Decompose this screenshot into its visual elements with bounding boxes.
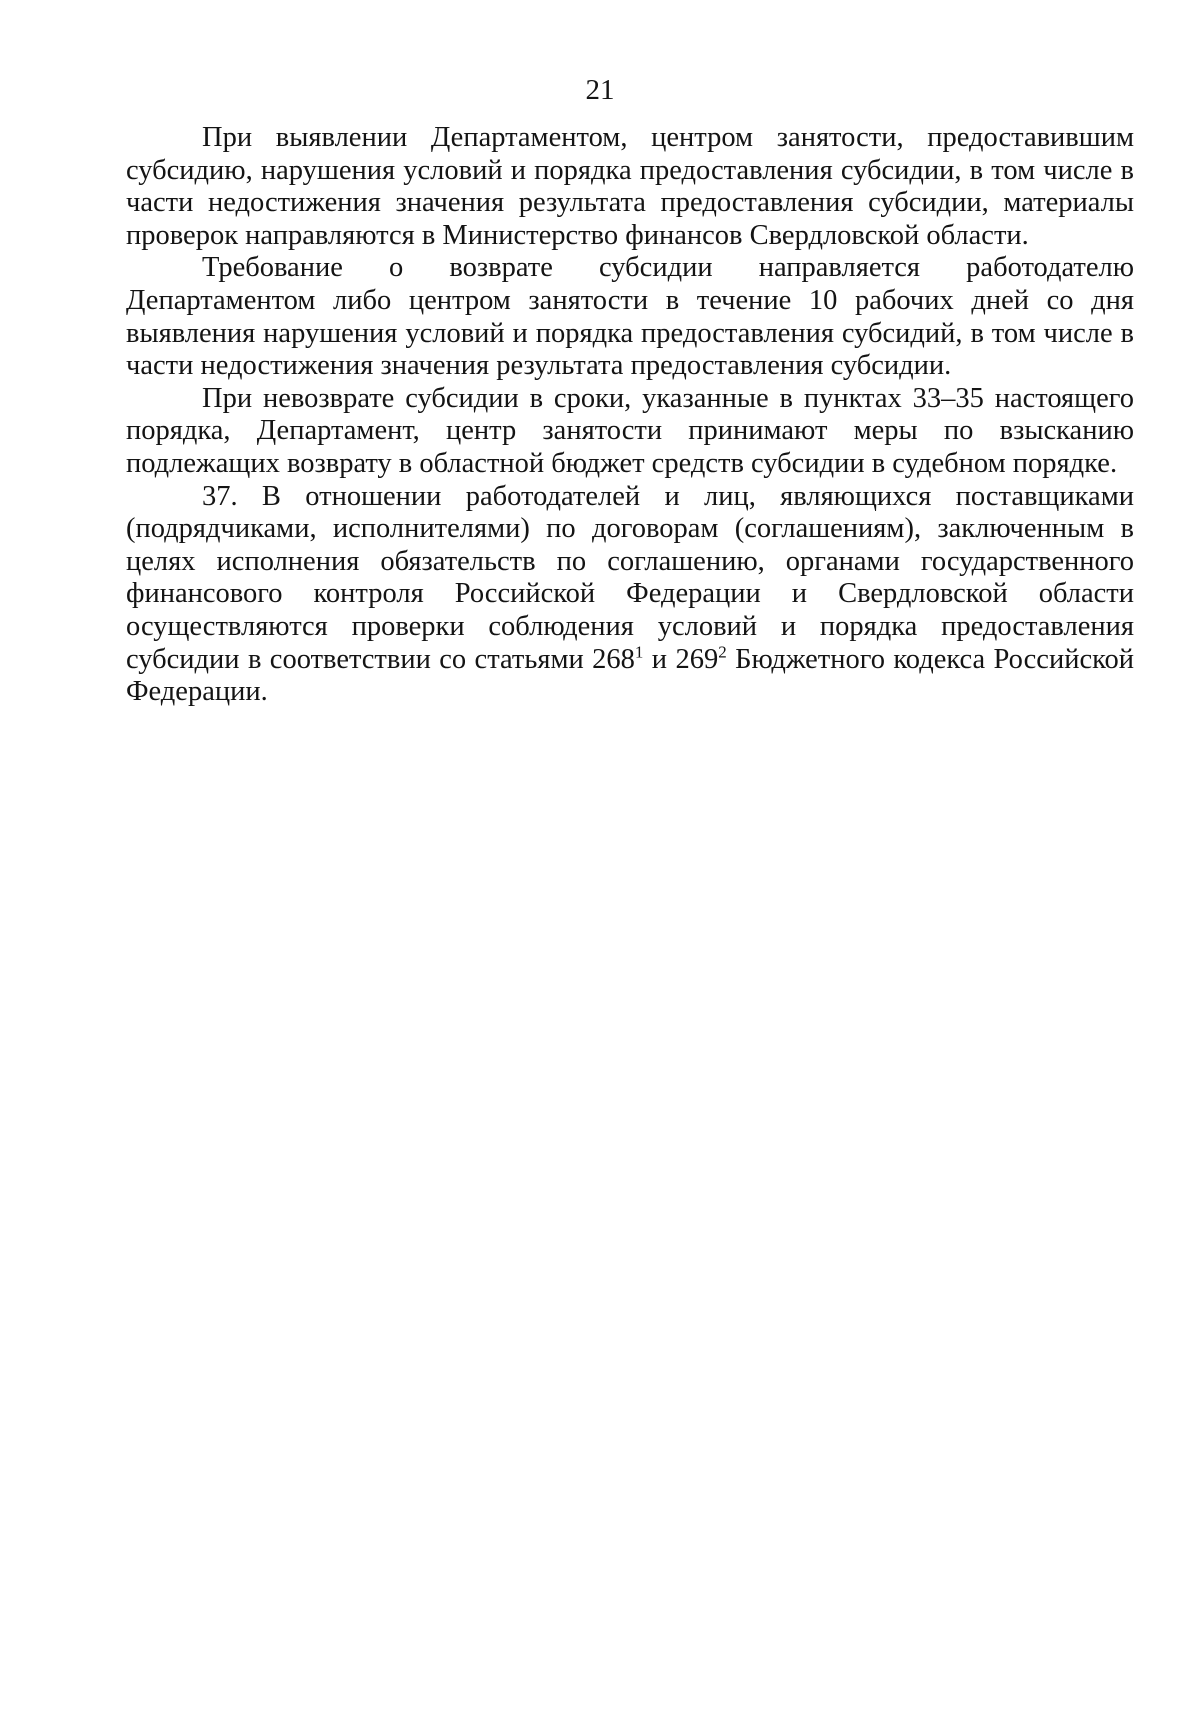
paragraph-37-text-part3: Бюджетного кодекса Российской Федерации. xyxy=(126,643,1134,708)
paragraph-37-text-part2: и 269 xyxy=(643,643,719,675)
paragraph-violation-detection: При выявлении Департаментом, центром занятости, предоставившим субсидию, нарушения условий и порядка предоставления субсидии, в том числе в части недостижения значения результата предоставления субсидии, материалы проверок направляются в Министерство финансов Свердловской области. xyxy=(126,122,1134,251)
superscript-article-268: 1 xyxy=(634,642,644,661)
paragraph-37-text-part1: 37. В отношении работодателей и лиц, являющихся поставщиками (подрядчиками, исполнителями) по договорам (соглашениям), заключенным в целях исполнения обязательств по соглашению, органами государственного финансового контроля Российской Федерации и Свердловской области осуществляются проверки соблюдения условий и порядка предоставления субсидии в соответствии со статьями 268 xyxy=(126,480,1134,675)
paragraph-refund-demand: Требование о возврате субсидии направляется работодателю Департаментом либо центром занятости в течение 10 рабочих дней со дня выявления нарушения условий и порядка предоставления субсидий, в том числе в части недостижения значения результата предоставления субсидии. xyxy=(126,252,1134,382)
page-number: 21 xyxy=(585,74,615,106)
paragraph-37-state-control xyxy=(126,481,1134,709)
superscript-article-269: 2 xyxy=(718,642,727,661)
paragraph-non-refund-measures: При невозврате субсидии в сроки, указанные в пунктах 33–35 настоящего порядка, Департамент, центр занятости принимают меры по взысканию подлежащих возврату в областной бюджет средств субсидии в судебном порядке. xyxy=(126,382,1134,479)
document-body xyxy=(126,122,1134,709)
